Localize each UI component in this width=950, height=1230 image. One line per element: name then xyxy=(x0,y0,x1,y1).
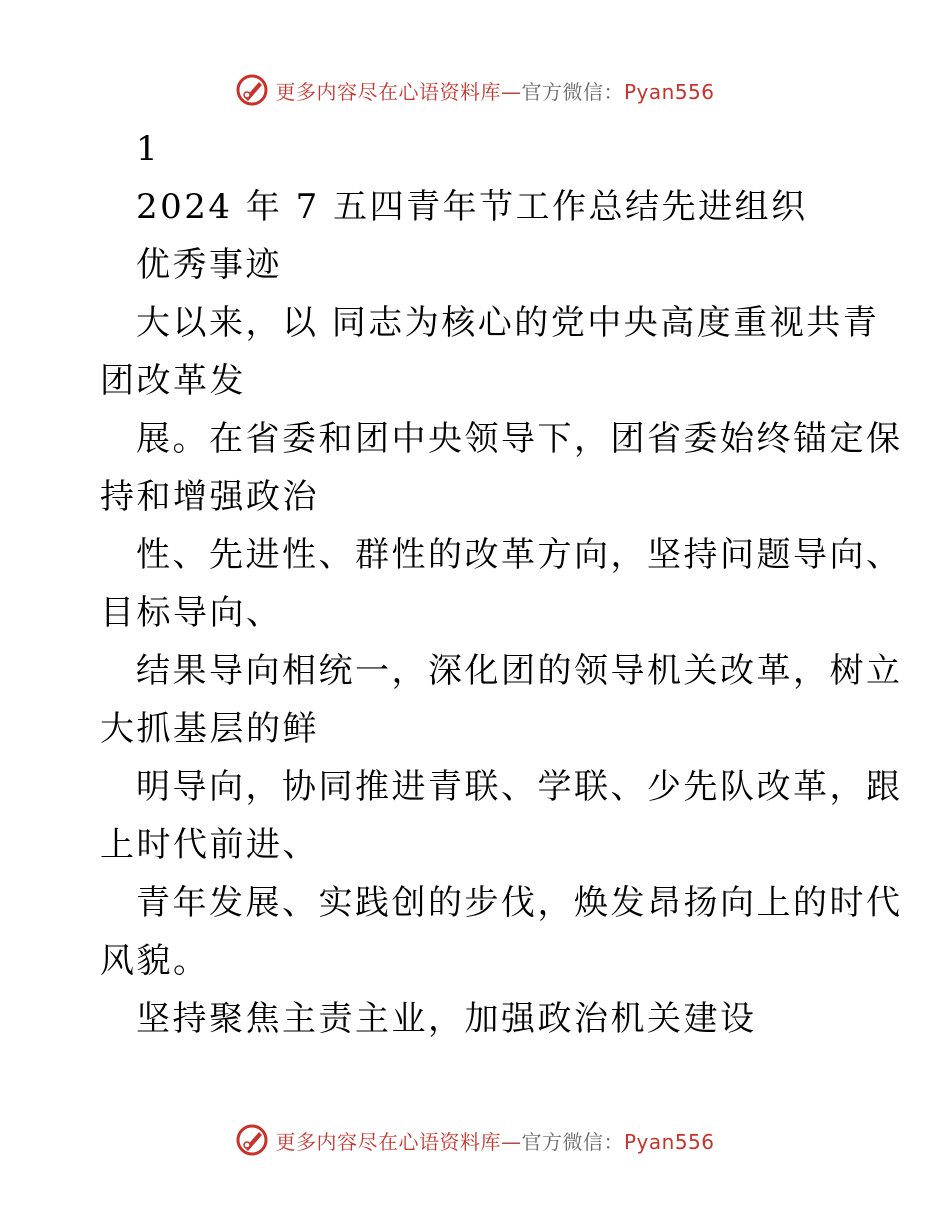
document-body xyxy=(100,120,903,1048)
text-line: 坚持聚焦主责主业，加强政治机关建设 xyxy=(136,999,757,1039)
watermark-header xyxy=(0,70,950,110)
document-title: 2024 年 7 五四青年节工作总结先进组织 xyxy=(136,187,808,227)
text-line: 上时代前进、 xyxy=(100,825,319,865)
text-line: 持和增强政治 xyxy=(100,477,319,517)
text-line: 青年发展、实践创的步伐，焕发昂扬向上的时代 xyxy=(136,883,903,923)
pen-logo-icon xyxy=(235,73,269,107)
watermark-contact-label: 官方微信： xyxy=(521,79,624,104)
text-line: 大抓基层的鲜 xyxy=(100,709,319,749)
text-line: 风貌。 xyxy=(100,941,210,981)
watermark-contact-id: Pyan556 xyxy=(623,1129,715,1154)
pen-logo-icon xyxy=(235,1123,269,1157)
watermark-footer xyxy=(0,1120,950,1160)
page-number: 1 xyxy=(136,129,161,169)
watermark-separator: — xyxy=(500,79,522,104)
text-line: 目标导向、 xyxy=(100,593,283,633)
watermark-site: 更多内容尽在心语资料库 xyxy=(275,1129,501,1154)
text-line: 团改革发 xyxy=(100,361,246,401)
watermark-site: 更多内容尽在心语资料库 xyxy=(275,79,501,104)
text-line: 大以来，以 同志为核心的党中央高度重视共青 xyxy=(136,303,880,343)
text-line: 展。在省委和团中央领导下，团省委始终锚定保 xyxy=(136,419,903,459)
watermark-separator: — xyxy=(500,1129,522,1154)
text-line: 明导向，协同推进青联、学联、少先队改革，跟 xyxy=(136,767,903,807)
text-line: 性、先进性、群性的改革方向，坚持问题导向、 xyxy=(136,535,903,575)
watermark-text xyxy=(275,1126,714,1155)
document-subtitle: 优秀事迹 xyxy=(136,245,282,285)
watermark-contact-label: 官方微信： xyxy=(521,1129,624,1154)
watermark-contact-id: Pyan556 xyxy=(623,79,715,104)
watermark-text xyxy=(275,76,714,105)
text-line: 结果导向相统一，深化团的领导机关改革，树立 xyxy=(136,651,903,691)
